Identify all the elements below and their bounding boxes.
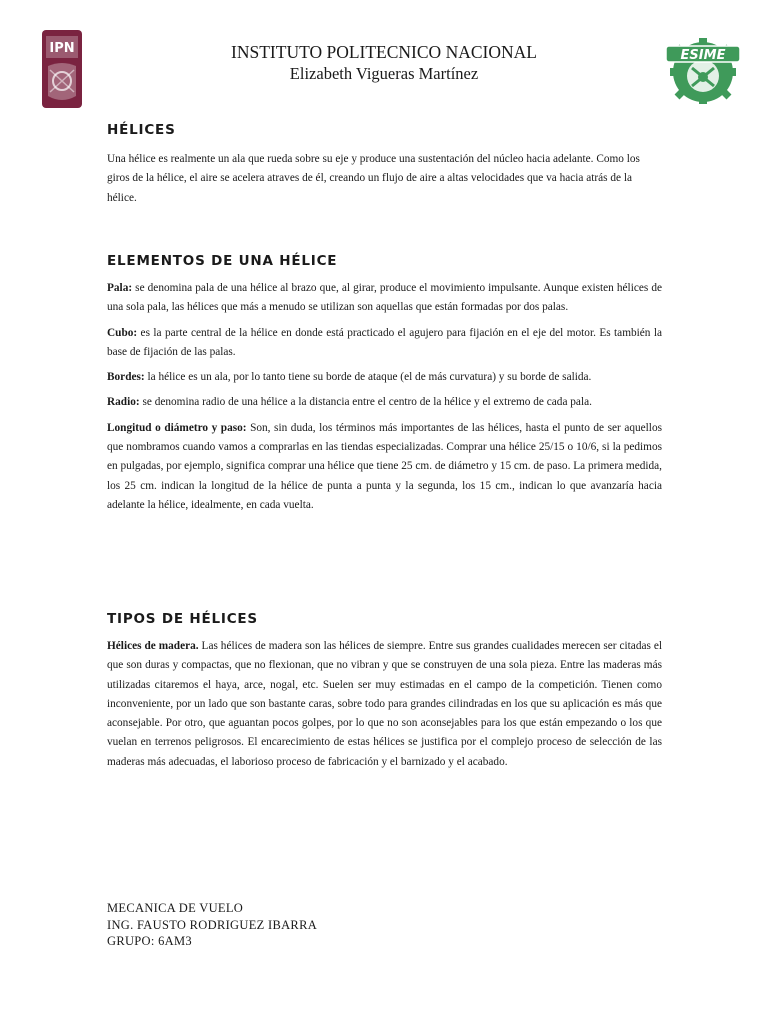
author-name: Elizabeth Vigueras Martínez <box>289 64 479 83</box>
section-heading-tipos: TIPOS DE HÉLICES <box>107 611 258 627</box>
term-label: Bordes: <box>107 371 145 384</box>
course-name: MECANICA DE VUELO <box>107 901 244 915</box>
term-description: se denomina radio de una hélice a la distancia entre el centro de la hélice y el extremo de cada pala. <box>139 396 592 409</box>
element-item-pala <box>107 279 662 318</box>
term-label: Radio: <box>107 396 140 409</box>
term-label: Hélices de madera. <box>107 640 199 652</box>
term-description: se denomina pala de una hélice al brazo que, al girar, produce el movimiento impulsante. Aunque existen hélices de una sola pala, las hélices que más a menudo se utilizan son aquellas que están formadas por dos palas. <box>107 282 662 314</box>
group-name: GRUPO: 6AM3 <box>107 934 192 948</box>
section-heading-helices: HÉLICES <box>107 122 176 138</box>
element-item-cubo <box>107 324 662 363</box>
term-description: es la parte central de la hélice en donde está practicado el agujero para fijación en el eje del motor. Es también la base de fijación de las palas. <box>107 326 662 358</box>
term-label: Pala: <box>107 282 133 294</box>
esime-logo <box>662 32 744 106</box>
element-item-longitud <box>107 419 662 515</box>
element-item-radio <box>107 393 662 412</box>
term-label: Cubo: <box>107 326 138 339</box>
esime-logo-text: ESIME <box>680 48 726 63</box>
course-footer <box>107 900 317 950</box>
teacher-name: ING. FAUSTO RODRIGUEZ IBARRA <box>107 917 318 932</box>
ipn-logo-text: IPN <box>49 41 75 56</box>
institution-title: INSTITUTO POLITECNICO NACIONAL <box>231 42 537 62</box>
term-description: la hélice es un ala, por lo tanto tiene su borde de ataque (el de más curvatura) y su borde de salida. <box>144 371 592 384</box>
ipn-logo <box>36 26 88 112</box>
term-description: Son, sin duda, los términos más importantes de las hélices, hasta el punto de ser aquellos que nombramos cuando vamos a comprarlas en las tiendas especializadas. Comprar una hélice 25/15 o 10/6, si la pedimos en pulgadas, por ejemplo, significa comprar una hélice que tiene 25 cm. de diámetro y 15 cm. de paso. La primera medida, los 25 cm. indican la longitud de la hélice de punta a punta y la segunda, los 15 cm., indican lo que avanzaría hacia adelante la hélice, idealmente, en cada vuelta. <box>107 421 662 511</box>
element-item-bordes <box>107 368 662 387</box>
term-description: Las hélices de madera son las hélices de siempre. Entre sus grandes cualidades merecen ser citadas el que son duras y compactas, que no flexionan, que no vibran y que se construyen de una sola pieza. Entre las maderas más utilizadas citaremos el haya, arce, nogal, etc. Suelen ser muy estimadas en el campo de la competición. Tienen como inconveniente, por un lado que son bastante caras, sobre todo para grandes cilindradas en los que su aplicación es más que aconsejable. Por otro, que aguantan pocos golpes, por lo que no son aconsejables para los que están empezando o los que vuelan en terrenos peligrosos. El encarecimiento de estas hélices se justifica por el complejo proceso de selección de las maderas más adecuadas, el laborioso proceso de fabricación y el barnizado y el acabado. <box>107 640 662 768</box>
helices-paragraph: Una hélice es realmente un ala que rueda sobre su eje y produce una sustentación del núcleo hacia adelante. Como los giros de la hélice, el aire se acelera atraves de él, creando un flujo de aire a altas velocidades que va hacia atrás de la hélice. <box>107 153 640 204</box>
section-heading-elementos: ELEMENTOS DE UNA HÉLICE <box>107 253 338 269</box>
tipos-paragraph <box>107 637 662 772</box>
term-label: Longitud o diámetro y paso: <box>107 421 247 434</box>
elementos-list <box>107 279 662 521</box>
